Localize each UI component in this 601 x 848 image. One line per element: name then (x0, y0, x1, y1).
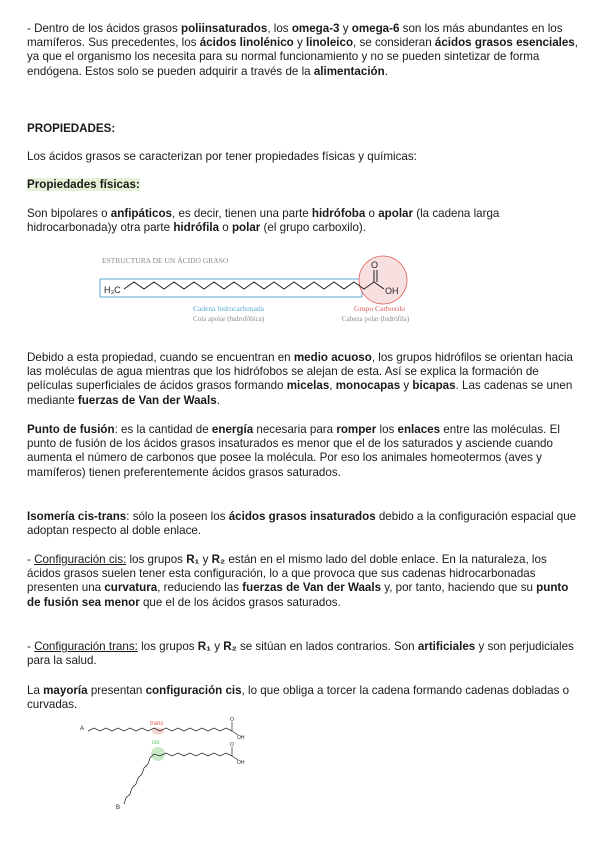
oxygen-label: O (371, 260, 379, 270)
label-b: B (116, 805, 121, 811)
fatty-acid-structure-figure (98, 251, 428, 331)
oh-label: OH (385, 286, 399, 296)
hydrocarbon-chain (124, 282, 374, 289)
cis-trans-figure (80, 716, 260, 816)
h3c-label: H₃C (104, 285, 121, 295)
trans-highlight (152, 728, 164, 735)
cis-label: cis (152, 740, 160, 746)
subheading-physical: Propiedades físicas: (27, 178, 140, 191)
cis-oh: OH (237, 760, 245, 766)
paragraph-cis: - Configuración cis: los grupos R₁ y R₂ están en el mismo lado del doble enlace. En la naturaleza, los ácidos grasos suelen tener esta configuración, lo a que provoca que sus cadenas hidrocarbonadas presenten una curvatura, reduciendo las fuerzas de Van der Waals y, por tanto, haciendo que su punto de fusión sea menor que el de los ácidos grasos saturados. (27, 553, 569, 609)
cis-o: O (230, 742, 234, 748)
carboxyl-label: Grupo Carboxilo (354, 304, 406, 313)
trans-oh: OH (237, 735, 245, 741)
paragraph-amphipathic: Son bipolares o anfipáticos, es decir, tienen una parte hidrófoba o apolar (la cadena larga hidrocarbonada)y otra parte hidrófila o polar (el grupo carboxilo). (27, 207, 500, 235)
intro-text: Los ácidos grasos se caracterizan por tener propiedades físicas y químicas: (27, 150, 417, 163)
paragraph-majority: La mayoría presentan configuración cis, lo que obliga a torcer la cadena formando cadenas dobladas o curvadas. (27, 684, 570, 712)
section-heading: PROPIEDADES: (27, 122, 116, 135)
trans-label: trans (150, 721, 164, 727)
trans-o: O (230, 717, 234, 723)
cis-highlight (151, 747, 165, 761)
paragraph-melting-point: Punto de fusión: es la cantidad de energía necesaria para romper los enlaces entre las moléculas. El punto de fusión de los ácidos grasos insaturados es menor que el de los saturados y asciende cuando aumenta el número de carbonos que posee la molécula. Por eso los animales homeotermos (aves y mamíferos) tienen preferentemente ácidos grasos saturados. (27, 423, 560, 479)
paragraph-isomerism: Isomería cis-trans: sólo la poseen los ácidos grasos insaturados debido a la configuración espacial que adoptan respecto al doble enlace. (27, 510, 577, 538)
carboxyl-sublabel: Cabeza polar (hidrófila) (342, 315, 410, 323)
carboxyl-circle (359, 256, 407, 304)
cis-chain (124, 753, 232, 804)
paragraph-aqueous: Debido a esta propiedad, cuando se encuentran en medio acuoso, los grupos hidrófilos se orientan hacia las moléculas de agua mientras que los hidrófobos se alejan de esta. Así se explica la formación de películas superficiales de ácidos grasos formando micelas, monocapas y bicapas. Las cadenas se unen mediante fuerzas de Van der Waals. (27, 351, 573, 407)
figure-title: ESTRUCTURA DE UN ÁCIDO GRASO (102, 256, 229, 265)
chain-label: Cadena hidrocarbonada (193, 304, 265, 313)
paragraph-trans: - Configuración trans: los grupos R₁ y R₂ se sitúan en lados contrarios. Son artificiales y son perjudiciales para la salud. (27, 640, 574, 668)
paragraph-omega: - Dentro de los ácidos grasos poliinsaturados, los omega-3 y omega-6 son los más abundantes en los mamíferos. Sus precedentes, los ácidos linolénico y linoleico, se consideran ácidos grasos esenciales, ya que el organismo los necesita para su normal funcionamiento y no se pueden sintetizar de forma endógena. Estos solo se pueden adquirir a través de la alimentación. (27, 22, 578, 78)
label-a: A (80, 726, 85, 732)
chain-sublabel: Cola apolar (hidrofóbica) (193, 315, 265, 323)
